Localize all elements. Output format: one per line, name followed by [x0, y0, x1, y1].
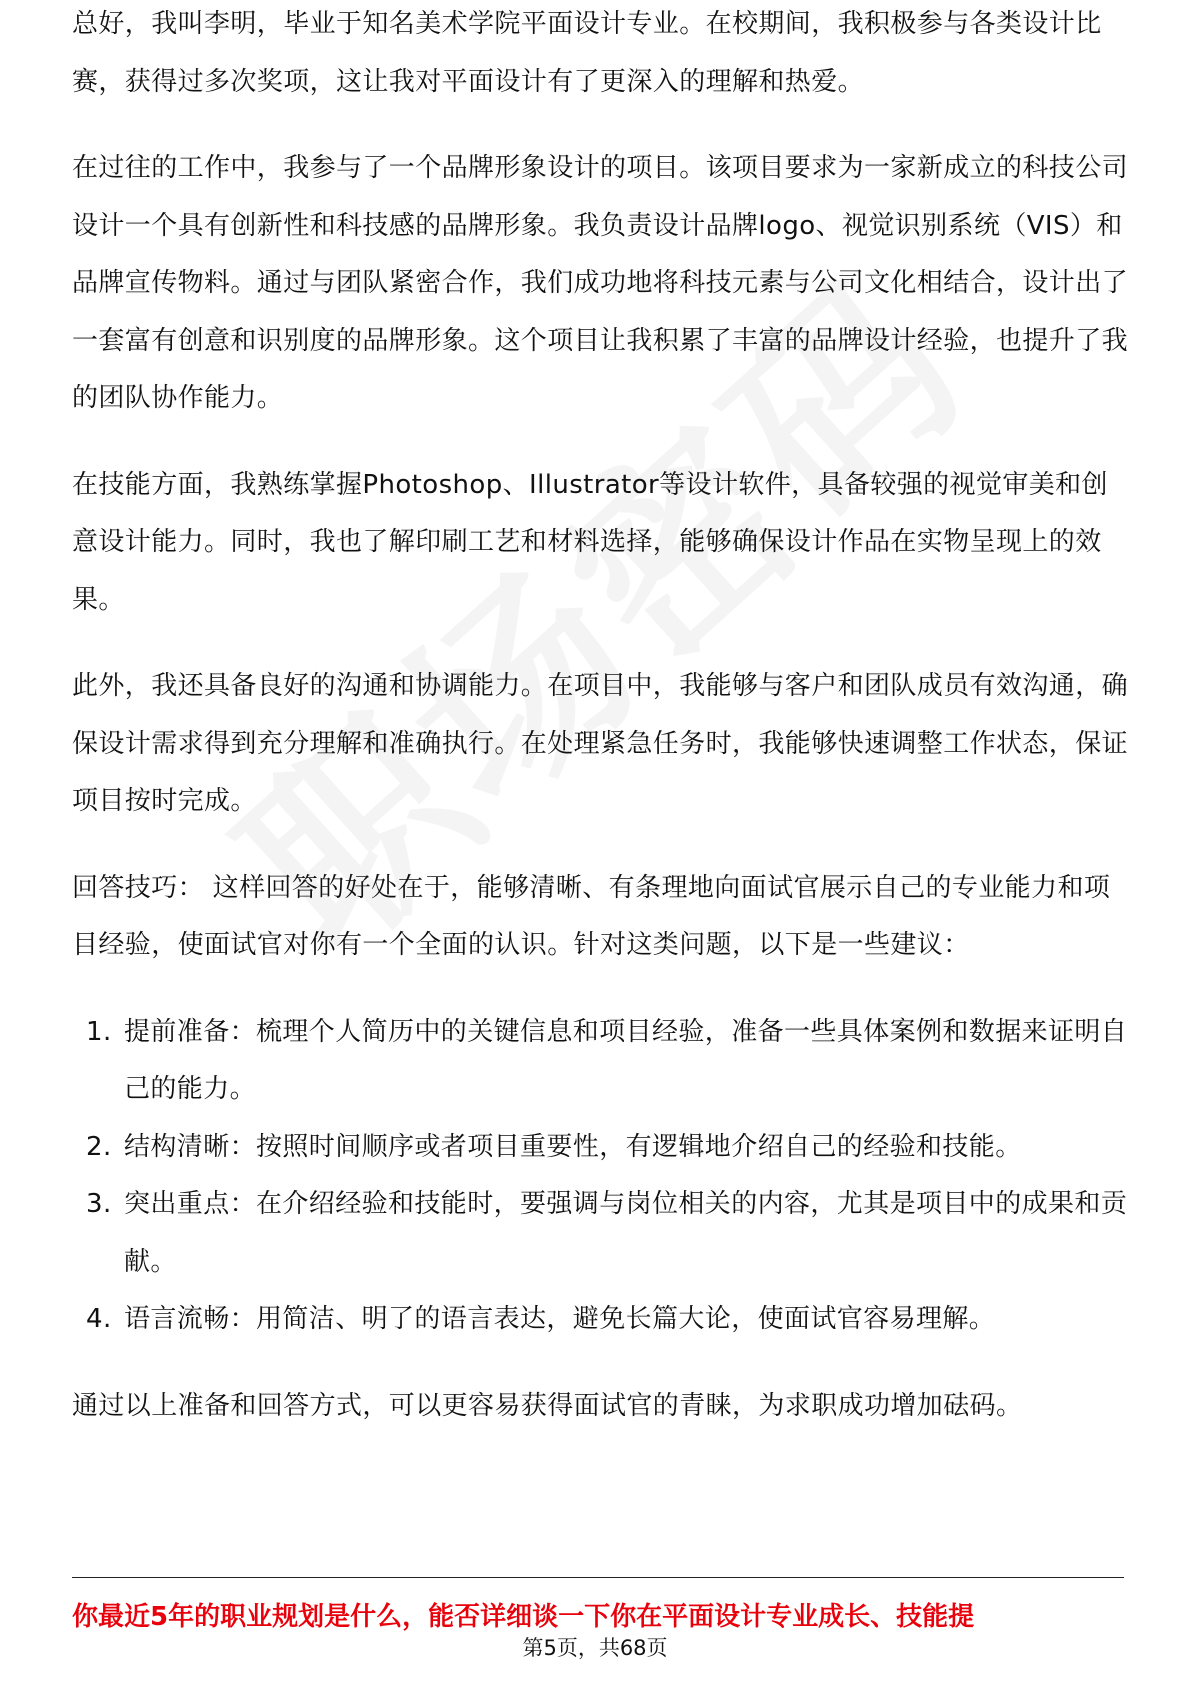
list-item-number: 2.	[86, 1131, 112, 1162]
answer-tips-intro: 回答技巧： 这样回答的好处在于，能够清晰、有条理地向面试官展示自己的专业能力和项目经验，使面试官对你有一个全面的认识。针对这类问题，以下是一些建议：	[72, 872, 1111, 960]
list-item-text: 提前准备：梳理个人简历中的关键信息和项目经验，准备一些具体案例和数据来证明自己的能力。	[124, 1016, 1128, 1104]
list-item	[72, 1004, 1132, 1119]
list-item	[72, 1176, 1132, 1291]
list-item	[72, 1119, 1132, 1177]
answer-paragraph-project: 在过往的工作中，我参与了一个品牌形象设计的项目。该项目要求为一家新成立的科技公司设计一个具有创新性和科技感的品牌形象。我负责设计品牌logo、视觉识别系统（VIS）和品牌宣传物料。通过与团队紧密合作，我们成功地将科技元素与公司文化相结合，设计出了一套富有创意和识别度的品牌形象。这个项目让我积累了丰富的品牌设计经验，也提升了我的团队协作能力。	[72, 153, 1129, 413]
answer-paragraph-skills: 在技能方面，我熟练掌握Photoshop、Illustrator等设计软件，具备较强的视觉审美和创意设计能力。同时，我也了解印刷工艺和材料选择，能够确保设计作品在实物呈现上的效果。	[72, 469, 1108, 615]
list-item-text: 结构清晰：按照时间顺序或者项目重要性，有逻辑地介绍自己的经验和技能。	[124, 1131, 1022, 1162]
list-item-text: 突出重点：在介绍经验和技能时，要强调与岗位相关的内容，尤其是项目中的成果和贡献。	[124, 1189, 1128, 1277]
list-item	[72, 1291, 1132, 1349]
page-number-footer: 第5页，共68页	[522, 1636, 668, 1660]
closing-paragraph: 通过以上准备和回答方式，可以更容易获得面试官的青睐，为求职成功增加砝码。	[72, 1390, 1023, 1421]
document-body	[72, 9, 1132, 1464]
list-item-text: 语言流畅：用简洁、明了的语言表达，避免长篇大论，使面试官容易理解。	[124, 1304, 996, 1334]
answer-paragraph-communication: 此外，我还具备良好的沟通和协调能力。在项目中，我能够与客户和团队成员有效沟通，确保设计需求得到充分理解和准确执行。在处理紧急任务时，我能够快速调整工作状态，保证项目按时完成。	[72, 671, 1129, 816]
section-divider	[72, 1577, 1124, 1578]
answer-paragraph-intro: 总好，我叫李明，毕业于知名美术学院平面设计专业。在校期间，我积极参与各类设计比赛，获得过多次奖项，这让我对平面设计有了更深入的理解和热爱。	[72, 9, 1102, 97]
tips-list	[72, 1004, 1132, 1349]
list-item-number: 3.	[86, 1189, 112, 1219]
next-question-heading: 你最近5年的职业规划是什么，能否详细谈一下你在平面设计专业成长、技能提	[72, 1602, 975, 1632]
list-item-number: 4.	[86, 1304, 112, 1334]
list-item-number: 1.	[86, 1016, 112, 1047]
